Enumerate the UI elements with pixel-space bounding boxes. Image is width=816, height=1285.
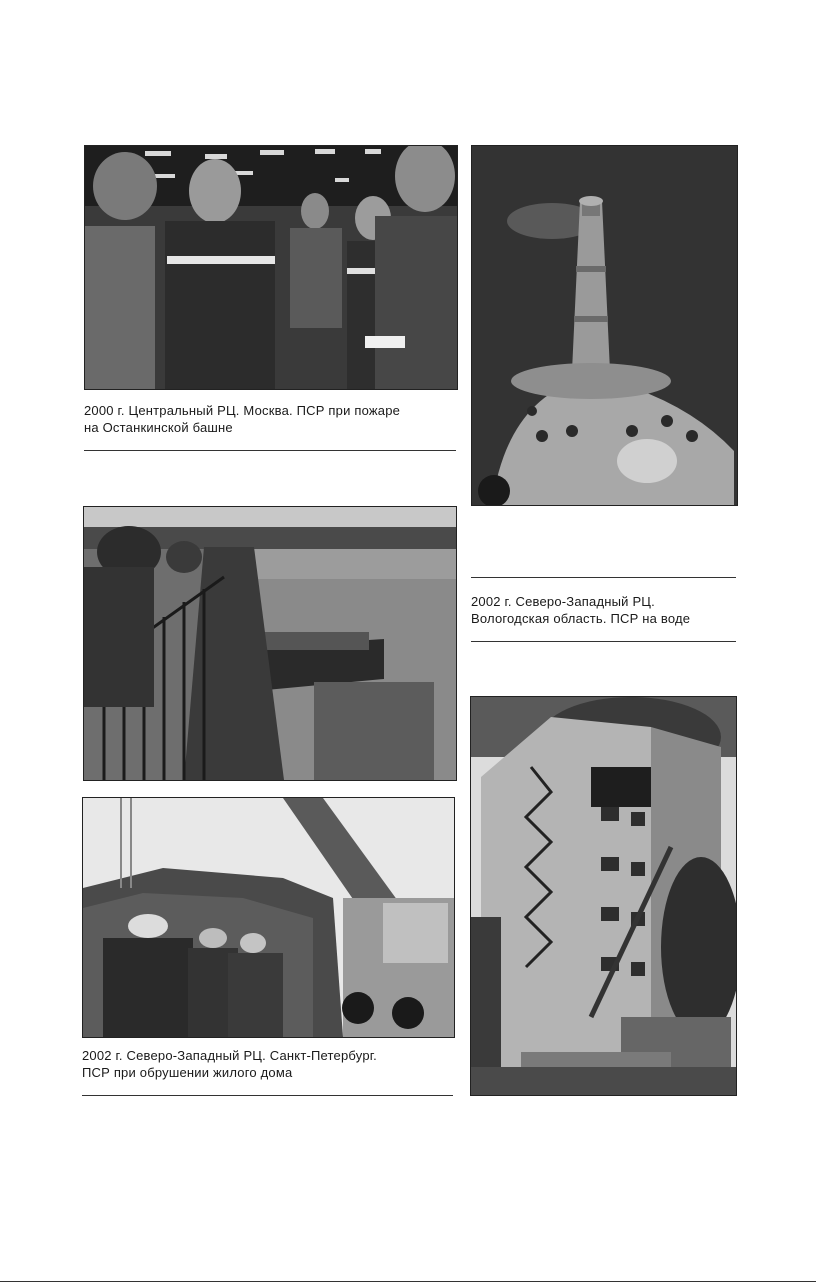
- caption-rule: [471, 641, 736, 642]
- page-bottom-rule: [0, 1281, 816, 1282]
- caption-line: 2000 г. Центральный РЦ. Москва. ПСР при пожаре: [84, 403, 401, 418]
- caption-collapse: [82, 1047, 453, 1081]
- caption-rule: [84, 450, 456, 451]
- photo-rescue-on-water: [83, 506, 457, 781]
- photo-burning-building: [470, 696, 737, 1096]
- caption-line: на Останкинской башне: [84, 420, 233, 435]
- caption-line: 2002 г. Северо-Западный РЦ.: [471, 594, 655, 609]
- caption-rule: [471, 577, 736, 578]
- caption-line: 2002 г. Северо-Западный РЦ. Санкт-Петербург.: [82, 1048, 377, 1063]
- caption-line: ПСР при обрушении жилого дома: [82, 1065, 293, 1080]
- photo-building-collapse: [82, 797, 455, 1038]
- caption-rule: [82, 1095, 453, 1096]
- caption-ostankino: [84, 402, 456, 436]
- photo-ostankino-tower: [471, 145, 738, 506]
- caption-line: Вологодская область. ПСР на воде: [471, 611, 691, 626]
- photo-rescuers-ostankino: [84, 145, 458, 390]
- caption-vologda: [471, 593, 736, 627]
